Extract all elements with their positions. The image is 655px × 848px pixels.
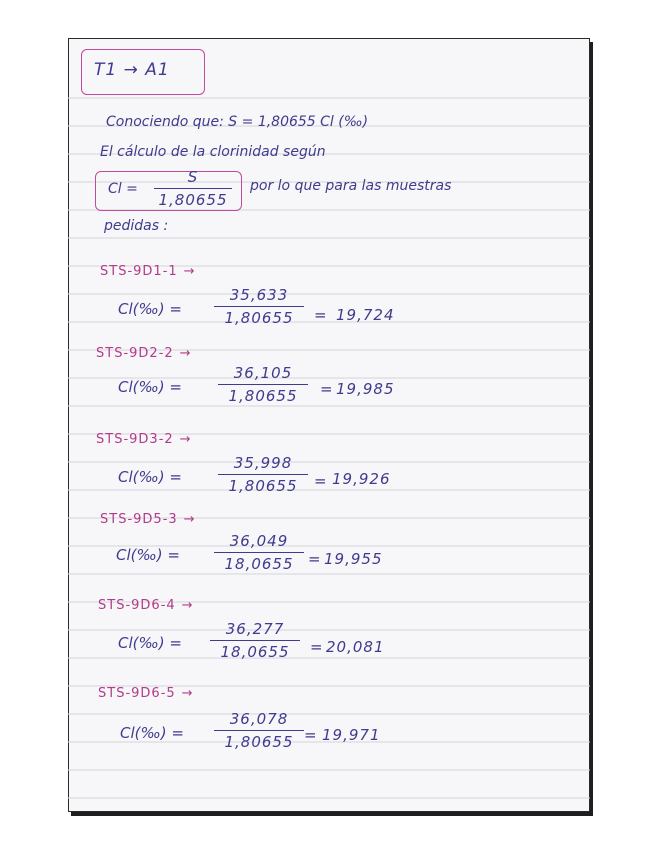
arrow-right-icon: → — [179, 346, 192, 361]
sample-label — [98, 686, 194, 701]
denominator: 18,0655 — [224, 555, 294, 573]
fraction — [218, 454, 308, 495]
cl-lhs: Cl(‰) = — [118, 378, 182, 396]
cl-lhs: Cl(‰) = — [118, 634, 182, 652]
equals-sign: = — [310, 638, 323, 656]
intro-line-2: El cálculo de la clorinidad según — [100, 144, 326, 160]
result-value: 19,955 — [324, 550, 383, 568]
result-value: 19,985 — [336, 380, 395, 398]
equals-sign: = — [304, 726, 317, 744]
sample-label-text: STS-9D2-2 — [96, 346, 174, 361]
denominator: 1,80655 — [224, 733, 294, 751]
cl-lhs: Cl(‰) = — [118, 300, 182, 318]
fraction-bar — [214, 730, 304, 731]
intro-line-1: Conociendo que: S = 1,80655 Cl (‰) — [106, 114, 369, 130]
sample-label-text: STS-9D6-4 — [98, 598, 176, 613]
equals-sign: = — [320, 380, 333, 398]
formula-denominator: 1,80655 — [158, 191, 228, 209]
header-text: T1 → A1 — [94, 60, 170, 80]
arrow-right-icon: → — [179, 432, 192, 447]
formula-fraction — [154, 168, 232, 209]
fraction — [214, 710, 304, 751]
numerator: 36,078 — [229, 710, 289, 728]
sample-label-text: STS-9D6-5 — [98, 686, 176, 701]
denominator: 18,0655 — [220, 643, 290, 661]
fraction-bar — [214, 306, 304, 307]
numerator: 35,633 — [229, 286, 289, 304]
formula-numerator: S — [187, 168, 199, 186]
intro-line-4: pedidas : — [104, 218, 169, 234]
result-value: 20,081 — [326, 638, 385, 656]
fraction — [214, 532, 304, 573]
arrow-right-icon: → — [183, 512, 196, 527]
arrow-right-icon: → — [181, 686, 194, 701]
fraction-bar — [210, 640, 300, 641]
numerator: 36,049 — [229, 532, 289, 550]
sample-label — [96, 346, 192, 361]
sample-label-text: STS-9D3-2 — [96, 432, 174, 447]
result-value: 19,926 — [332, 470, 391, 488]
fraction — [214, 286, 304, 327]
equals-sign: = — [314, 306, 327, 324]
sample-label — [98, 598, 194, 613]
result-value: 19,971 — [322, 726, 381, 744]
notebook-page — [68, 38, 590, 812]
equals-sign: = — [314, 472, 327, 490]
sample-label — [96, 432, 192, 447]
cl-lhs: Cl(‰) = — [116, 546, 180, 564]
intro-line-3: por lo que para las muestras — [250, 178, 452, 194]
fraction — [218, 364, 308, 405]
arrow-right-icon: → — [181, 598, 194, 613]
result-value: 19,724 — [336, 306, 395, 324]
sample-label — [100, 264, 196, 279]
arrow-right-icon: → — [183, 264, 196, 279]
denominator: 1,80655 — [224, 309, 294, 327]
numerator: 36,277 — [225, 620, 285, 638]
sample-label-text: STS-9D5-3 — [100, 512, 178, 527]
denominator: 1,80655 — [228, 387, 298, 405]
numerator: 35,998 — [233, 454, 293, 472]
fraction — [210, 620, 300, 661]
equals-sign: = — [308, 550, 321, 568]
fraction-bar — [214, 552, 304, 553]
cl-lhs: Cl(‰) = — [118, 468, 182, 486]
fraction-bar — [218, 474, 308, 475]
sample-label-text: STS-9D1-1 — [100, 264, 178, 279]
sample-label — [100, 512, 196, 527]
fraction-bar — [218, 384, 308, 385]
numerator: 36,105 — [233, 364, 293, 382]
formula-lhs: Cl = — [108, 181, 138, 197]
denominator: 1,80655 — [228, 477, 298, 495]
cl-lhs: Cl(‰) = — [120, 724, 184, 742]
fraction-bar — [154, 188, 232, 189]
